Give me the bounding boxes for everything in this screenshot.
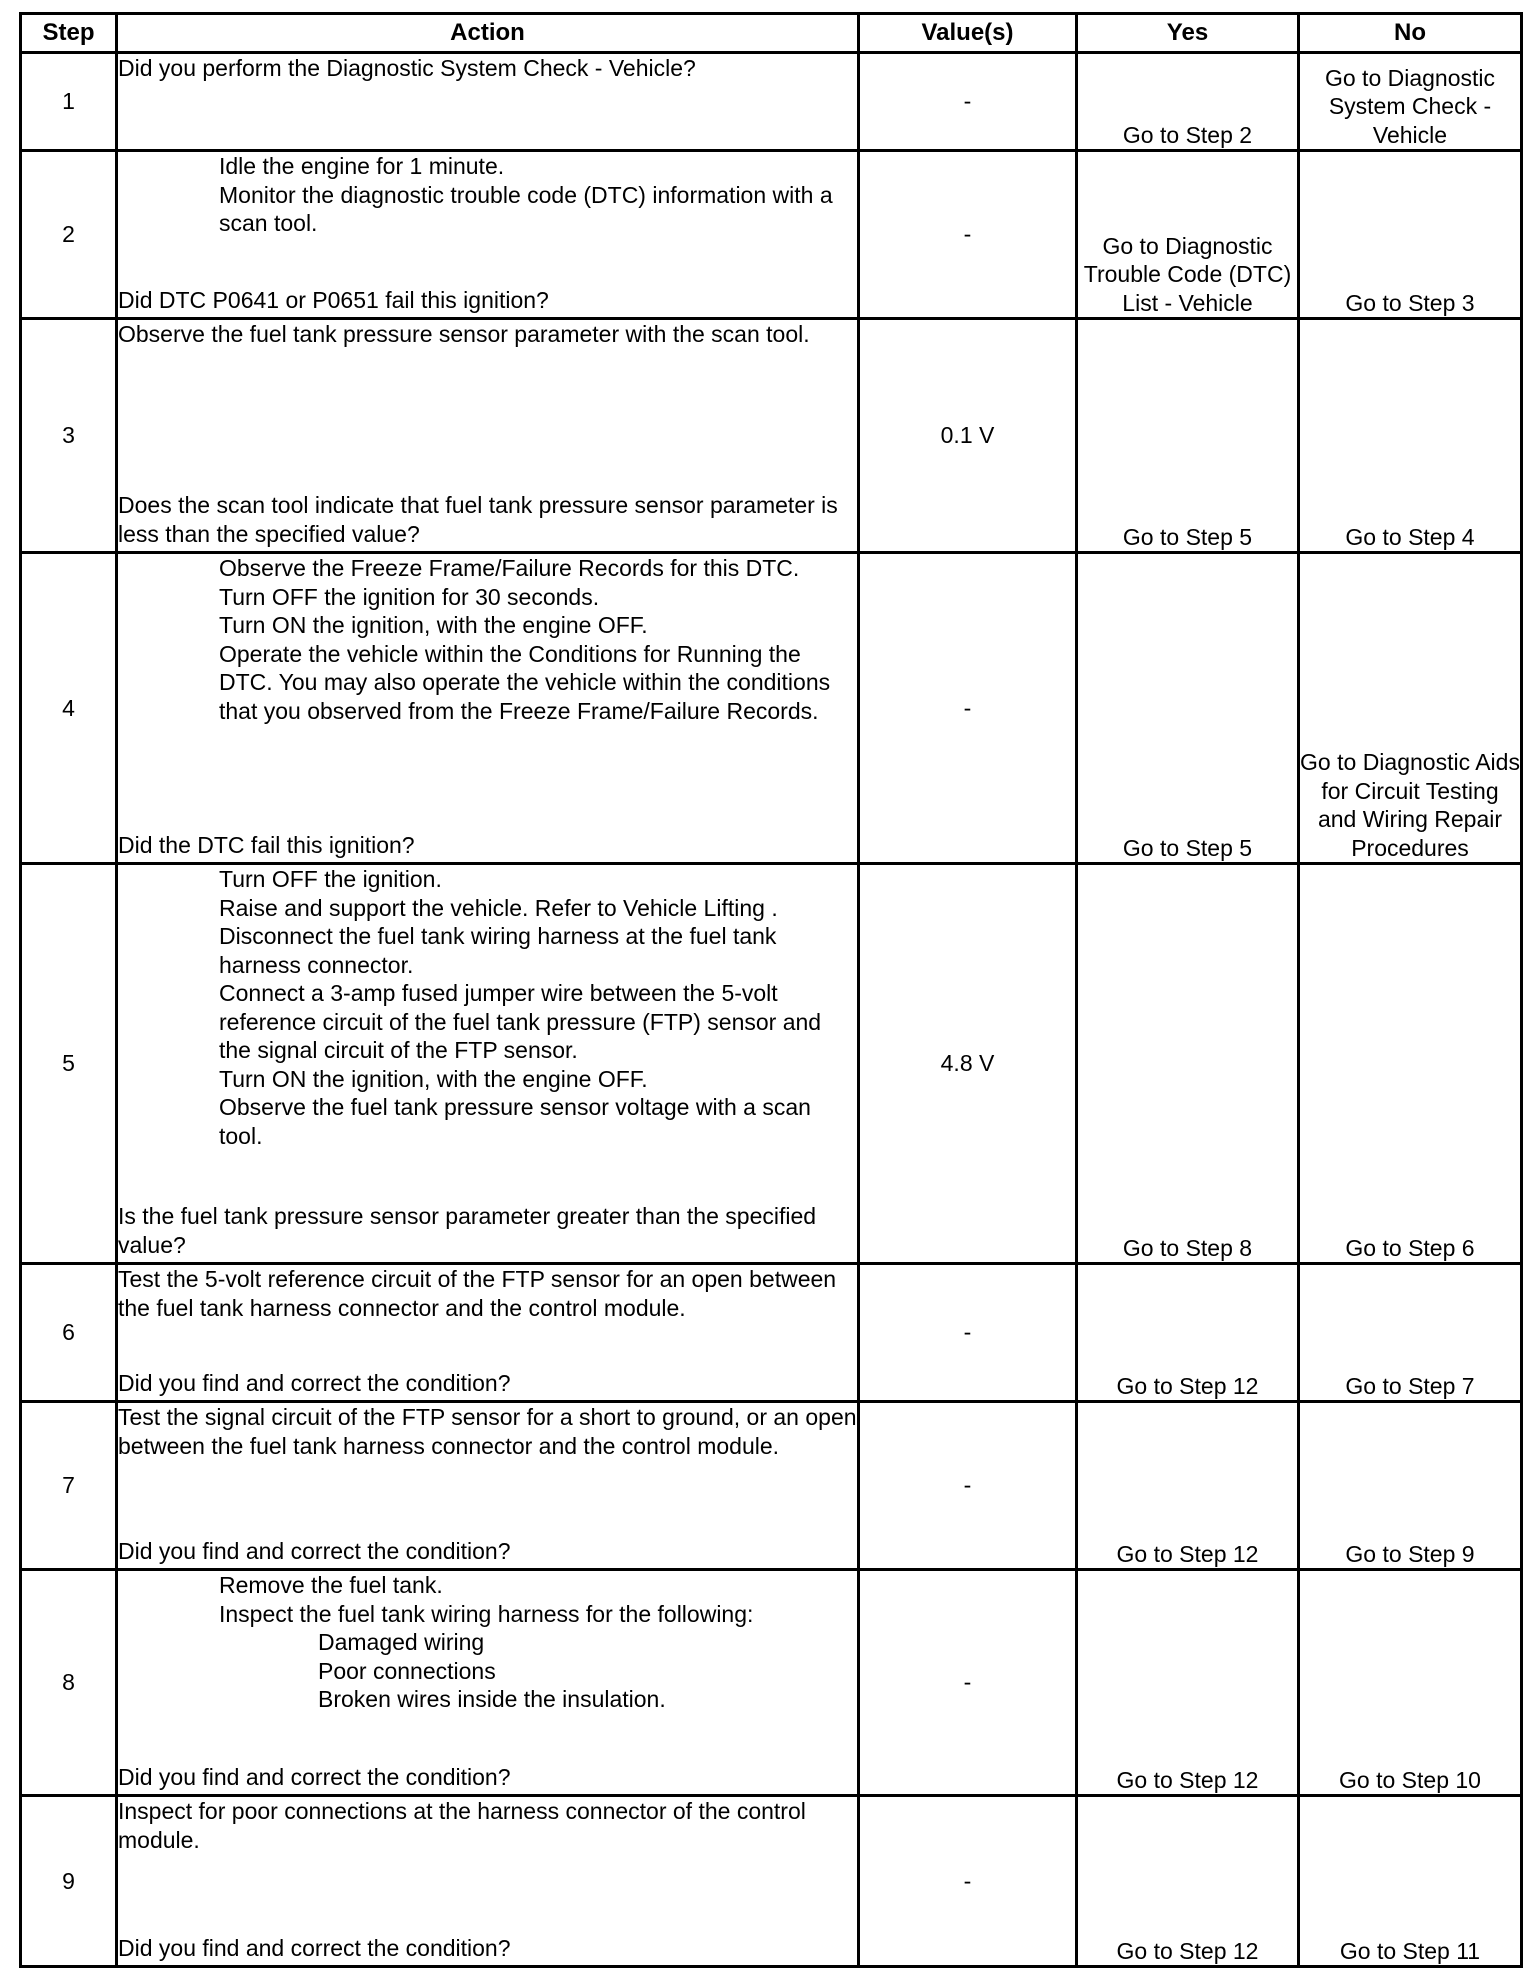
header-no: No [1299,14,1522,53]
step-number: 5 [21,864,117,1264]
no-cell: Go to Diagnostic Aids for Circuit Testing and Wiring Repair Procedures [1299,553,1522,864]
table-row [21,1570,1522,1796]
table-row [21,553,1522,864]
action-substep: Remove the fuel tank. [219,1572,443,1598]
header-values: Value(s) [859,14,1077,53]
value-cell: - [859,151,1077,319]
action-substep: Idle the engine for 1 minute. [219,153,505,179]
yes-cell: Go to Step 5 [1077,319,1299,553]
yes-cell: Go to Step 8 [1077,864,1299,1264]
action-substep: Turn OFF the ignition for 30 seconds. [219,583,600,610]
action-substep: Observe the Freeze Frame/Failure Records for this DTC. [219,555,800,581]
action-question: Did you find and correct the condition? [118,1537,511,1564]
step-number: 2 [21,151,117,319]
yes-cell: Go to Step 5 [1077,553,1299,864]
action-instructions [118,1797,857,1854]
action-content [118,152,857,317]
action-text: Observe the fuel tank pressure sensor parameter with the scan tool. [118,321,810,347]
action-cell [117,864,859,1264]
table-row [21,151,1522,319]
action-question: Did DTC P0641 or P0651 fail this ignition? [118,286,549,313]
action-cell [117,553,859,864]
action-content [118,554,857,862]
no-cell: Go to Diagnostic System Check - Vehicle [1299,53,1522,151]
action-cell [117,1796,859,1967]
step-number: 9 [21,1796,117,1967]
action-question: Is the fuel tank pressure sensor parameter greater than the specified value? [118,1203,817,1258]
action-substep: Turn ON the ignition, with the engine OFF. [219,1065,648,1092]
table-row [21,53,1522,151]
action-instructions [118,1403,857,1460]
action-substep: Turn ON the ignition, with the engine OFF. [219,612,648,638]
action-substep: Operate the vehicle within the Conditions for Running the DTC. You may also operate the vehicle within the conditions that you observed from the Freeze Frame/Failure Records. [219,640,831,724]
no-cell: Go to Step 11 [1299,1796,1522,1967]
action-substep: Turn OFF the ignition. [219,866,442,892]
action-question: Did you find and correct the condition? [118,1763,511,1790]
action-content [118,1571,857,1794]
value-cell: - [859,1402,1077,1570]
action-question: Does the scan tool indicate that fuel tank pressure sensor parameter is less than the specified value? [118,492,838,547]
action-content [118,1403,857,1568]
action-cell [117,1570,859,1796]
action-substep: Raise and support the vehicle. Refer to Vehicle Lifting . [219,894,778,921]
action-substep: Observe the fuel tank pressure sensor voltage with a scan tool. [219,1094,811,1149]
step-number: 3 [21,319,117,553]
action-content [118,54,857,149]
no-cell: Go to Step 10 [1299,1570,1522,1796]
value-cell: - [859,53,1077,151]
header-row [21,14,1522,53]
yes-cell: Go to Step 12 [1077,1796,1299,1967]
action-cell [117,151,859,319]
value-cell: - [859,1796,1077,1967]
action-instructions [118,54,857,83]
action-cell [117,1264,859,1402]
action-content [118,865,857,1262]
action-substep: Inspect the fuel tank wiring harness for the following: [219,1600,754,1627]
table-row [21,1402,1522,1570]
yes-cell: Go to Diagnostic Trouble Code (DTC) List - Vehicle [1077,151,1299,319]
action-text: Test the signal circuit of the FTP sensor for a short to ground, or an open between the fuel tank harness connector and the control module. [118,1404,857,1459]
action-question: Did you find and correct the condition? [118,1369,511,1396]
diagnostic-table [19,12,1523,1968]
action-text: Inspect for poor connections at the harness connector of the control module. [118,1798,806,1853]
header-step: Step [21,14,117,53]
value-cell: - [859,1264,1077,1402]
yes-cell: Go to Step 12 [1077,1402,1299,1570]
yes-cell: Go to Step 12 [1077,1570,1299,1796]
header-yes: Yes [1077,14,1299,53]
no-cell: Go to Step 6 [1299,864,1522,1264]
no-cell: Go to Step 3 [1299,151,1522,319]
action-subitem: Damaged wiring [318,1629,485,1655]
header-action: Action [117,14,859,53]
table-row [21,1796,1522,1967]
no-cell: Go to Step 7 [1299,1264,1522,1402]
action-question: Did you find and correct the condition? [118,1934,511,1961]
step-number: 6 [21,1264,117,1402]
step-number: 4 [21,553,117,864]
table-row [21,319,1522,553]
step-number: 1 [21,53,117,151]
table-row [21,1264,1522,1402]
action-instructions [118,865,857,1150]
action-cell [117,53,859,151]
action-subitem: Broken wires inside the insulation. [318,1686,666,1712]
action-content [118,320,857,551]
step-number: 8 [21,1570,117,1796]
step-number: 7 [21,1402,117,1570]
action-text: Did you perform the Diagnostic System Check - Vehicle? [118,55,696,81]
action-instructions [118,554,857,725]
action-substep: Disconnect the fuel tank wiring harness at the fuel tank harness connector. [219,923,777,978]
action-cell [117,319,859,553]
action-subitem: Poor connections [318,1657,496,1684]
table-row [21,864,1522,1264]
action-text: Test the 5-volt reference circuit of the FTP sensor for an open between the fuel tank harness connector and the control module. [118,1266,837,1321]
value-cell: 4.8 V [859,864,1077,1264]
action-substep: Connect a 3-amp fused jumper wire between the 5-volt reference circuit of the fuel tank pressure (FTP) sensor and the signal circuit of the FTP sensor. [219,980,822,1063]
no-cell: Go to Step 4 [1299,319,1522,553]
action-instructions [118,152,857,238]
action-cell [117,1402,859,1570]
action-instructions [118,320,857,349]
yes-cell: Go to Step 12 [1077,1264,1299,1402]
action-content [118,1265,857,1400]
action-instructions [118,1571,857,1714]
action-instructions [118,1265,857,1322]
value-cell: - [859,1570,1077,1796]
action-substep: Monitor the diagnostic trouble code (DTC) information with a scan tool. [219,181,833,236]
no-cell: Go to Step 9 [1299,1402,1522,1570]
value-cell: - [859,553,1077,864]
action-question: Did the DTC fail this ignition? [118,831,415,858]
value-cell: 0.1 V [859,319,1077,553]
yes-cell: Go to Step 2 [1077,53,1299,151]
